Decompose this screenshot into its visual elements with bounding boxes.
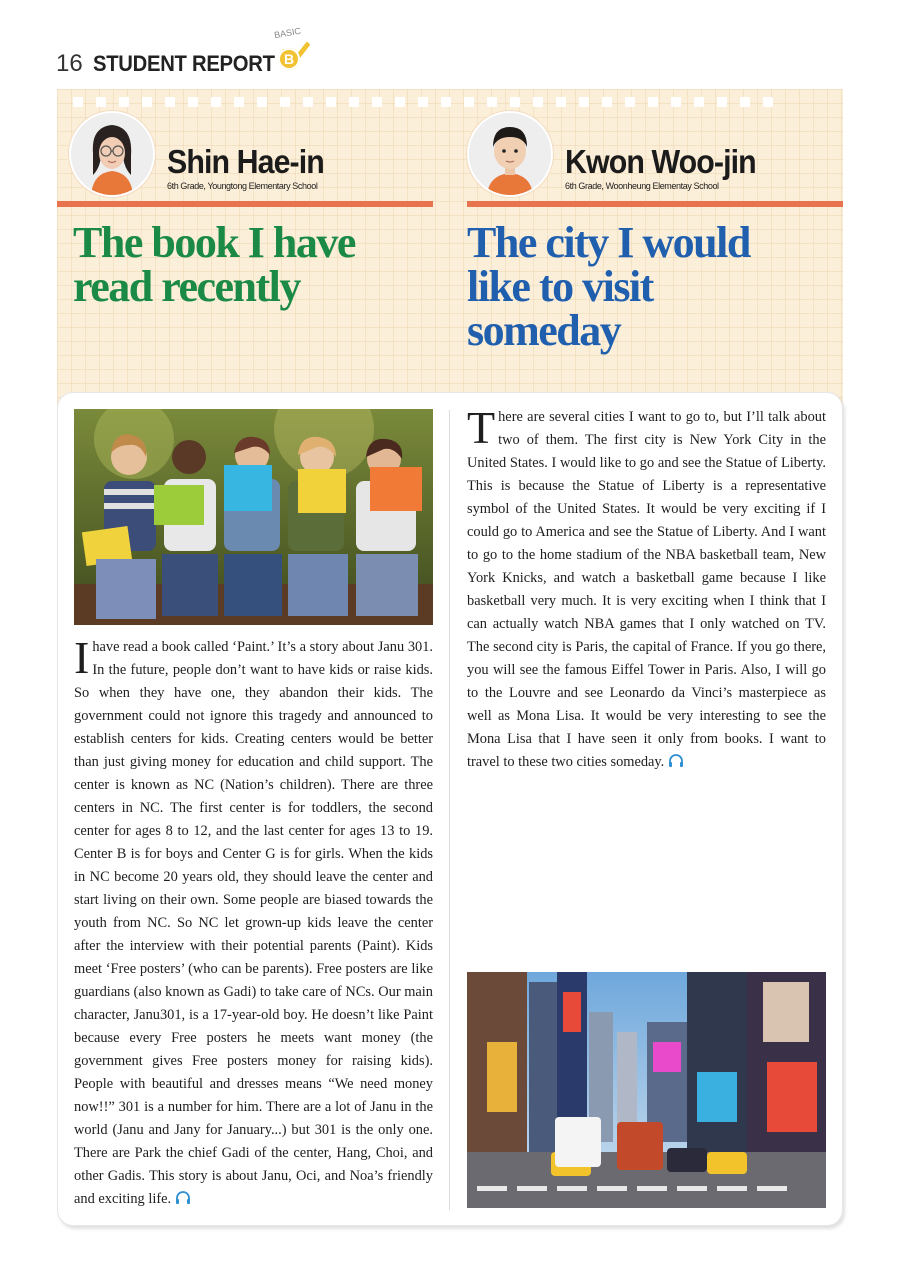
- avatar: [69, 111, 155, 197]
- badge-letter: B: [278, 48, 300, 70]
- times-square-photo: [467, 972, 826, 1208]
- student-school: 6th Grade, Woonheung Elementay School: [565, 181, 719, 191]
- avatar: [467, 111, 553, 197]
- notebook-holes: [73, 97, 833, 107]
- basic-level-badge: [272, 25, 306, 74]
- headline-line: someday: [467, 306, 621, 355]
- student-name: Shin Hae-in: [167, 143, 324, 180]
- dropcap: T: [467, 402, 496, 453]
- headline-line: read recently: [73, 262, 300, 311]
- orange-divider: [57, 201, 433, 207]
- book-report-text: [74, 632, 433, 1213]
- city-report-text: [467, 402, 826, 776]
- headline-line: The city I would: [467, 218, 750, 267]
- report-headline-right: [467, 218, 837, 355]
- student-name: Kwon Woo-jin: [565, 143, 756, 180]
- headline-line: like to visit: [467, 262, 653, 311]
- column-divider: [449, 410, 450, 1210]
- body-paragraph: have read a book called ‘Paint.’ It’s a story about Janu 301. In the future, people don’t want to have kids or raise kids. So when they have one, they abandon their kids. The government could not ignore this tragedy and announced to establish centers for kids. Creating centers would be better than just giving money for education and child support. The center is known as NC (Nation’s children). There are three centers in NC. The first center is for toddlers, the second center for ages 8 to 12, and the last center for ages 13 to 19. Center B is for boys and Center G is for girls. When the kids in NC become 20 years old, they should leave the center and start living on their own. Some people are biased towards the youth from NC. So NC let grown-up kids leave the center after the interview with their potential parents (Paint). Kids meet ‘Free posters’ (who can be parents). Free posters are like guardians (also known as Gadi) to take care of NCs. Our main character, Janu301, is a 17-year-old boy. He doesn’t like Paint because every Free posters he meets want money (the government gives Free posters money for raising kids). People with beautiful and dresses means “We need money now!!” 301 is a number for him. There are a lot of Janu in the world (Janu and Jany for January...) but 301 is the only one. There are Park the chief Gadi of the center, Hang, Choi, and other Gadis. This story is about Janu, Oci, and Noa’s friendly and exciting life.: [74, 639, 433, 1207]
- headphones-icon[interactable]: [175, 1190, 191, 1213]
- orange-divider: [467, 201, 843, 207]
- headline-line: The book I have: [73, 218, 355, 267]
- page-header: [56, 40, 290, 80]
- notebook-header-panel: [57, 89, 843, 409]
- report-headline-left: [73, 218, 433, 311]
- page-number: 16: [56, 50, 83, 77]
- student-school: 6th Grade, Youngtong Elementary School: [167, 181, 318, 191]
- dropcap: I: [74, 632, 90, 683]
- body-paragraph: here are several cities I want to go to, but I’ll talk about two of them. The first city is New York City in the United States. I would like to go and see the Statue of Liberty. This is because the Statue of Liberty is a representative symbol of the United States. It would be very exciting if I could go to America and see the Statue of Liberty. And I want to go to the home stadium of the NBA basketball team, New York Knicks, and watch a basketball game because I like basketball very much. It is very exciting when I think that I can actually watch NBA games that I only watched on TV. The second city is Paris, the capital of France. If you go there, you will see the famous Eiffel Tower in Paris. Also, I will go to the Louvre and see Leonardo da Vinci’s masterpiece as well as Mona Lisa. It would be very interesting to see the Mona Lisa that I have seen it only from books. I want to travel to these two cities someday.: [467, 409, 826, 770]
- headphones-icon[interactable]: [668, 753, 684, 776]
- children-reading-photo: [74, 409, 433, 625]
- badge-label: BASIC: [273, 25, 302, 41]
- section-title: STUDENT REPORT: [92, 51, 275, 76]
